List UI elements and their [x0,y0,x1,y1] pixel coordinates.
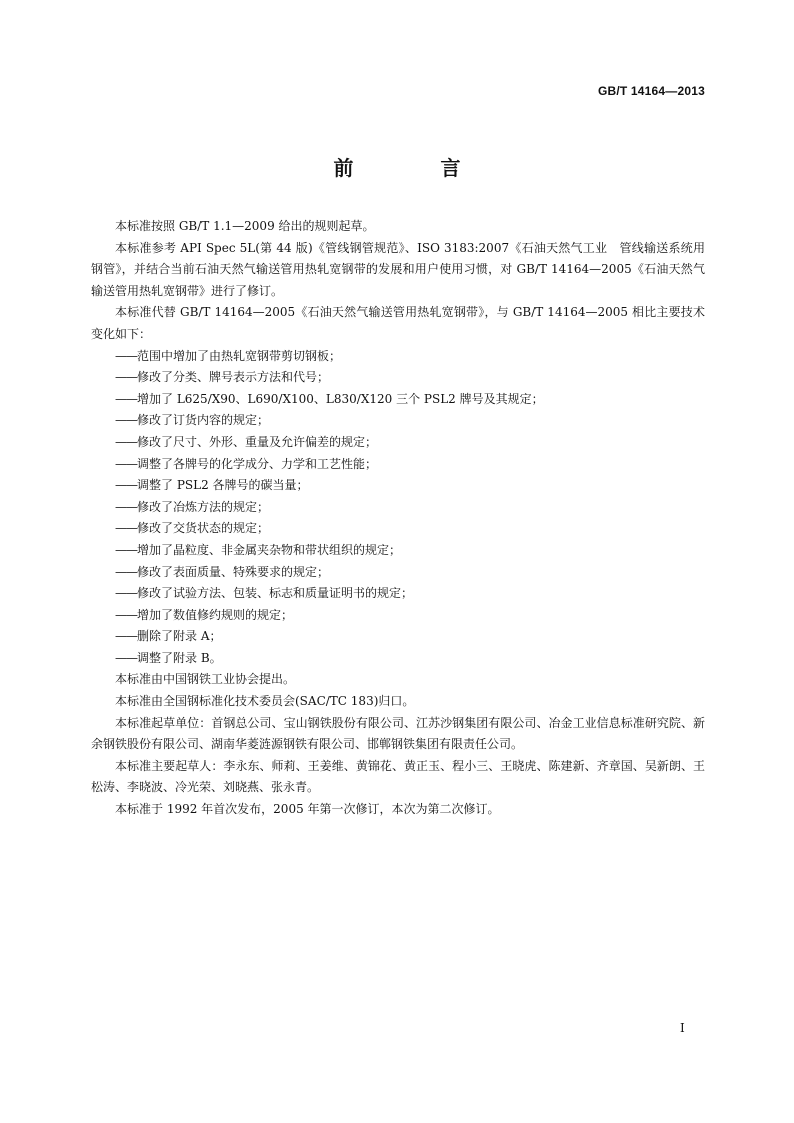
list-item: ——修改了尺寸、外形、重量及允许偏差的规定； [115,434,378,449]
list-item: ——修改了试验方法、包装、标志和质量证明书的规定； [115,586,414,601]
list-item: ——增加了晶粒度、非金属夹杂物和带状组织的规定； [115,542,402,557]
paragraph-administrator: 本标准由全国钢标准化技术委员会(SAC/TC 183)归口。 [115,694,415,709]
foreword-body [91,216,705,821]
list-item: ——修改了交货状态的规定； [115,521,270,536]
paragraph-drafting-units: 本标准起草单位：首钢总公司、宝山钢铁股份有限公司、江苏沙钢集团有限公司、冶金工业信息标准研究院、新余钢铁股份有限公司、湖南华菱涟源钢铁有限公司、邯郸钢铁集团有限责任公司。 [91,715,705,752]
list-item: ——修改了分类、牌号表示方法和代号； [115,370,330,385]
dash-bullet: —— [115,370,137,385]
document-code: GB/T 14164—2013 [597,84,705,98]
list-item: ——增加了数值修约规则的规定； [115,607,294,622]
dash-bullet: —— [115,521,137,536]
paragraph-history: 本标准于 1992 年首次发布，2005 年第一次修订，本次为第二次修订。 [115,802,500,817]
dash-bullet: —— [115,499,137,514]
list-item: ——删除了附录 A； [115,629,222,644]
list-item: ——范围中增加了由热轧宽钢带剪切钢板； [115,348,342,363]
list-item: ——调整了 PSL2 各牌号的碳当量； [115,478,309,493]
page-title: 前 言 [333,156,501,180]
dash-bullet: —— [115,542,137,557]
dash-bullet: —— [115,348,137,363]
dash-bullet: —— [115,478,137,493]
dash-bullet: —— [115,456,137,471]
dash-bullet: —— [115,434,137,449]
technical-changes-list [91,346,705,670]
paragraph-drafters: 本标准主要起草人：李永东、师莉、王姜维、黄锦花、黄正玉、程小三、王晓虎、陈建新、齐章国、吴新朗、王松涛、李晓波、冷光荣、刘晓燕、张永青。 [91,758,705,795]
dash-bullet: —— [115,586,137,601]
paragraph-references: 本标准参考 API Spec 5L(第 44 版)《管线钢管规范》、ISO 3183:2007《石油天然气工业 管线输送系统用钢管》，并结合当前石油天然气输送管用热轧宽钢带的发展和用户使用习惯，对 GB/T 14164—2005《石油天然气输送管用热轧宽钢带》进行了修订。 [91,240,705,298]
paragraph-drafting-rules: 本标准按照 GB/T 1.1—2009 给出的规则起草。 [115,219,375,233]
page-number: I [680,1021,685,1035]
list-item: ——修改了订货内容的规定； [115,413,270,428]
paragraph-replacement: 本标准代替 GB/T 14164—2005《石油天然气输送管用热轧宽钢带》，与 GB/T 14164—2005 相比主要技术变化如下： [91,305,705,341]
list-item: ——修改了表面质量、特殊要求的规定； [115,564,330,579]
dash-bullet: —— [115,391,137,406]
list-item: ——调整了各牌号的化学成分、力学和工艺性能； [115,456,378,471]
dash-bullet: —— [115,607,137,622]
list-item: ——修改了冶炼方法的规定； [115,499,270,514]
dash-bullet: —— [115,629,137,644]
paragraph-proposer: 本标准由中国钢铁工业协会提出。 [115,672,296,687]
list-item: ——增加了 L625/X90、L690/X100、L830/X120 三个 PSL2 牌号及其规定； [115,391,544,406]
dash-bullet: —— [115,564,137,579]
list-item: ——调整了附录 B。 [115,650,222,665]
dash-bullet: —— [115,650,137,665]
dash-bullet: —— [115,413,137,428]
